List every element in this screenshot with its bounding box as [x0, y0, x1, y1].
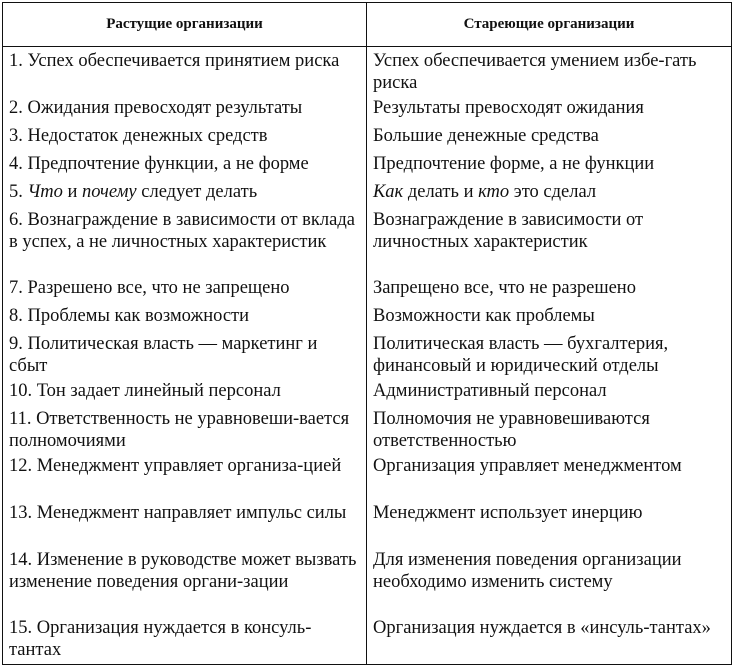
cell-aging: Успех обеспечивается умением избе-гать риска [367, 47, 732, 98]
table-row [3, 502, 732, 549]
cell-growing: 12. Менеджмент управляет организа-цией [3, 455, 367, 502]
cell-growing: 4. Предпочтение функции, а не форме [3, 153, 367, 181]
cell-growing: 9. Политическая власть — маркетинг и сбыт [3, 333, 367, 380]
cell-aging: Вознаграждение в зависимости от личностных характеристик [367, 209, 732, 277]
italic-who: кто [478, 182, 510, 202]
table-row [3, 97, 732, 125]
cell-growing: 7. Разрешено все, что не запрещено [3, 277, 367, 305]
text-and: и [62, 182, 83, 202]
table-row [3, 455, 732, 502]
cell-aging: Административный персонал [367, 380, 732, 408]
table-row [3, 333, 732, 380]
cell-growing: 6. Вознаграждение в зависимости от вклада в успех, а не личностных характеристик [3, 209, 367, 277]
table-row [3, 181, 732, 209]
italic-how: Как [373, 182, 404, 202]
text-mid: делать и [403, 182, 479, 202]
table-row [3, 47, 732, 98]
cell-growing: 1. Успех обеспечивается принятием риска [3, 47, 367, 98]
cell-aging: Результаты превосходят ожидания [367, 97, 732, 125]
cell-aging: Запрещено все, что не разрешено [367, 277, 732, 305]
cell-aging: Политическая власть — бухгалтерия, финансовый и юридический отделы [367, 333, 732, 380]
cell-aging: Большие денежные средства [367, 125, 732, 153]
cell-growing: 10. Тон задает линейный персонал [3, 380, 367, 408]
cell-growing: 3. Недостаток денежных средств [3, 125, 367, 153]
cell-aging: Организация нуждается в «инсуль-тантах» [367, 617, 732, 665]
italic-why: почему [82, 182, 137, 202]
cell-aging: Возможности как проблемы [367, 305, 732, 333]
text-suffix: следует делать [136, 182, 258, 202]
cell-aging [367, 181, 732, 209]
cell-aging: Полномочия не уравновешиваются ответственностью [367, 408, 732, 455]
table-row [3, 277, 732, 305]
text-prefix: 5. [9, 182, 28, 202]
table-row [3, 125, 732, 153]
header-row [3, 3, 732, 47]
cell-growing: 13. Менеджмент направляет импульс силы [3, 502, 367, 549]
cell-growing: 15. Организация нуждается в консуль-тантах [3, 617, 367, 665]
header-growing: Растущие организации [3, 3, 367, 47]
cell-aging: Менеджмент использует инерцию [367, 502, 732, 549]
cell-aging: Предпочтение форме, а не функции [367, 153, 732, 181]
table-row [3, 305, 732, 333]
table-row [3, 549, 732, 617]
comparison-table [2, 2, 732, 665]
table-row [3, 209, 732, 277]
italic-what: Что [27, 182, 63, 202]
cell-aging: Для изменения поведения организации необходимо изменить систему [367, 549, 732, 617]
table-row [3, 617, 732, 665]
cell-growing [3, 181, 367, 209]
cell-aging: Организация управляет менеджментом [367, 455, 732, 502]
cell-growing: 14. Изменение в руководстве может вызвать изменение поведения органи-зации [3, 549, 367, 617]
text-suffix: это сделал [509, 182, 597, 202]
table-row [3, 380, 732, 408]
cell-growing: 2. Ожидания превосходят результаты [3, 97, 367, 125]
header-aging: Стареющие организации [367, 3, 732, 47]
table-row [3, 153, 732, 181]
table-row [3, 408, 732, 455]
cell-growing: 8. Проблемы как возможности [3, 305, 367, 333]
cell-growing: 11. Ответственность не уравновеши-вается полномочиями [3, 408, 367, 455]
